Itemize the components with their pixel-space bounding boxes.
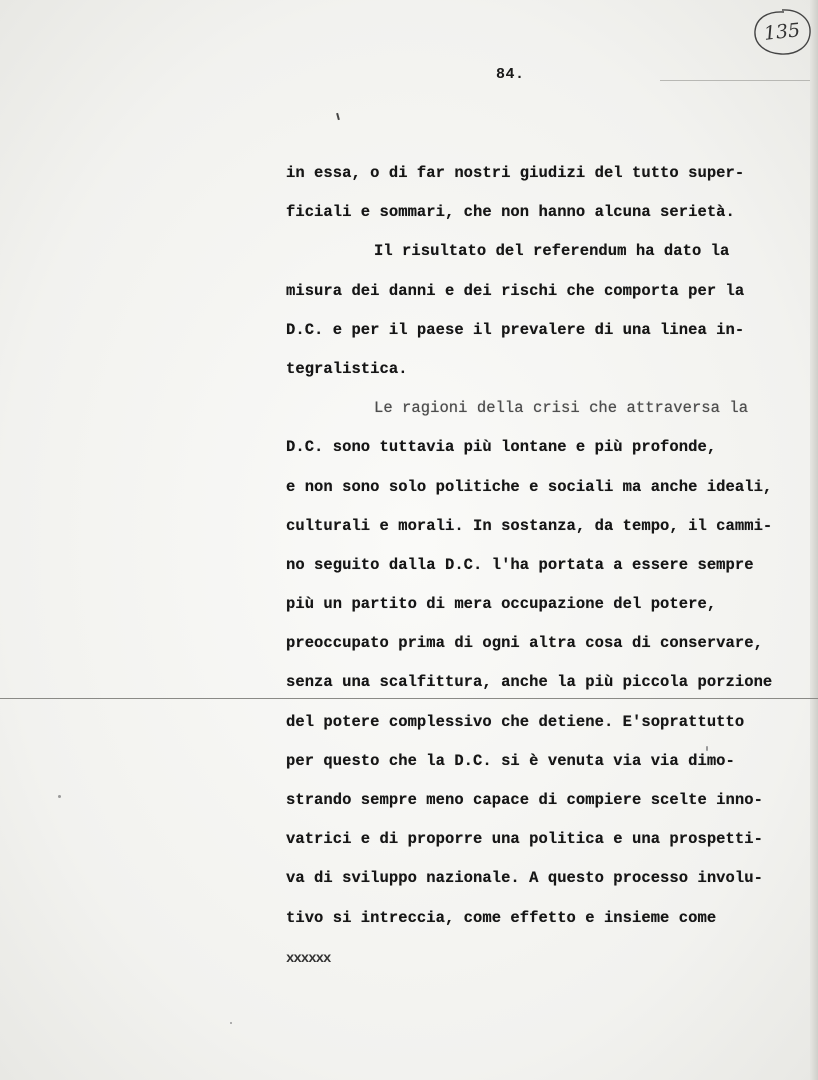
body-text <box>286 158 816 942</box>
text-line: D.C. sono tuttavia più lontane e più profonde, <box>286 438 717 457</box>
scan-speck <box>230 1022 232 1024</box>
scan-speck <box>706 746 708 751</box>
text-line: per questo che la D.C. si è venuta via via dimo- <box>286 751 735 770</box>
text-line: va di sviluppo nazionale. A questo processo involu- <box>286 869 763 888</box>
folio-number: 135 <box>762 19 802 45</box>
text-line: ficiali e sommari, che non hanno alcuna serietà. <box>286 203 735 222</box>
text-line: no seguito dalla D.C. l'ha portata a essere sempre <box>286 555 754 574</box>
text-line: più un partito di mera occupazione del potere, <box>286 595 717 614</box>
header-rule <box>660 80 810 81</box>
text-line: misura dei danni e dei rischi che comporta per la <box>286 281 745 300</box>
text-line: D.C. e per il paese il prevalere di una linea in- <box>286 320 745 339</box>
text-line: in essa, o di far nostri giudizi del tutto super- <box>286 164 745 182</box>
text-line: tivo si intreccia, come effetto e insieme come <box>286 908 717 927</box>
text-line: Le ragioni della crisi che attraversa la <box>374 399 749 418</box>
ink-mark <box>336 113 340 120</box>
text-line: strando sempre meno capace di compiere scelte inno- <box>286 791 763 809</box>
text-line: del potere complessivo che detiene. E'soprattutto <box>286 712 745 731</box>
scan-speck <box>58 795 61 798</box>
text-line: e non sono solo politiche e sociali ma anche ideali, <box>286 477 773 496</box>
text-line: Il risultato del referendum ha dato la <box>374 242 730 261</box>
text-line: senza una scalfittura, anche la più piccola porzione <box>286 673 773 692</box>
text-line: vatrici e di proporre una politica e una prospetti- <box>286 830 763 849</box>
struck-out-word: xxxxxx <box>286 951 331 967</box>
folio-stamp <box>750 6 814 58</box>
text-line: preoccupato prima di ogni altra cosa di conservare, <box>286 634 763 653</box>
page-number: 84. <box>496 66 525 83</box>
text-line: tegralistica. <box>286 359 408 378</box>
text-line: culturali e morali. In sostanza, da tempo, il cammi- <box>286 516 773 535</box>
